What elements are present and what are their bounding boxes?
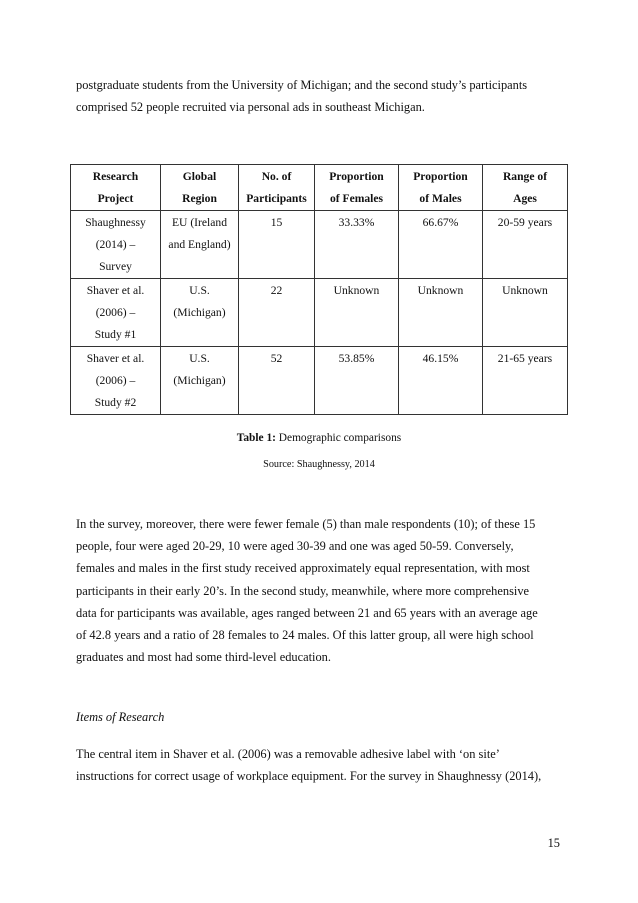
page-number: 15 (547, 836, 560, 850)
cell-participants: 15 (239, 211, 315, 279)
cell-project (71, 279, 161, 347)
cell-males: 66.67% (399, 211, 483, 279)
header-line: Project (97, 192, 134, 205)
cell-line: (2006) – (95, 374, 136, 387)
cell-line: (Michigan) (173, 374, 226, 387)
cell-line: (2014) – (95, 238, 136, 251)
demographic-table (70, 164, 568, 415)
cell-line: Survey (99, 260, 132, 273)
cell-region (161, 347, 239, 415)
intro-line: comprised 52 people recruited via personal ads in southeast Michigan. (76, 100, 425, 115)
cell-line: U.S. (189, 352, 210, 365)
table-header-row (71, 165, 568, 211)
table-caption (0, 432, 638, 444)
cell-males: 46.15% (399, 347, 483, 415)
body-line: of 42.8 years and a ratio of 28 females to 24 males. Of this latter group, all were high school (76, 628, 534, 643)
cell-line: Study #1 (94, 328, 137, 341)
table-row (71, 347, 568, 415)
body-line: In the survey, moreover, there were fewer female (5) than male respondents (10); of these 15 (76, 517, 536, 531)
header-line: Proportion (329, 170, 384, 183)
header-females (315, 165, 399, 211)
body-line: females and males in the first study received approximately equal representation, with most (76, 561, 530, 576)
table-row (71, 279, 568, 347)
cell-line: U.S. (189, 284, 210, 297)
cell-ages: Unknown (483, 279, 568, 347)
cell-line: (2006) – (95, 306, 136, 319)
header-line: No. of (261, 170, 292, 183)
header-age-range (483, 165, 568, 211)
cell-line: Shaver et al. (86, 284, 145, 297)
header-line: of Males (419, 192, 462, 205)
cell-line: and England) (168, 238, 231, 251)
header-participants (239, 165, 315, 211)
cell-region (161, 279, 239, 347)
cell-ages: 20-59 years (483, 211, 568, 279)
section-heading: Items of Research (76, 710, 165, 724)
cell-females: Unknown (315, 279, 399, 347)
cell-project (71, 347, 161, 415)
cell-line: EU (Ireland (171, 216, 228, 229)
table-source: Source: Shaughnessy, 2014 (263, 459, 375, 470)
items-line: The central item in Shaver et al. (2006) was a removable adhesive label with ‘on site’ (76, 747, 500, 761)
caption-label: Table 1: (236, 432, 276, 444)
cell-participants: 22 (239, 279, 315, 347)
header-line: of Females (329, 192, 384, 205)
cell-females: 33.33% (315, 211, 399, 279)
header-line: Research (92, 170, 139, 183)
body-line: data for participants was available, ages ranged between 21 and 65 years with an average age (76, 605, 538, 620)
cell-males: Unknown (399, 279, 483, 347)
header-line: Participants (246, 192, 307, 205)
body-paragraph (76, 513, 566, 668)
cell-region (161, 211, 239, 279)
cell-line: Shaughnessy (85, 216, 146, 229)
cell-line: Study #2 (94, 396, 137, 409)
cell-line: Shaver et al. (86, 352, 145, 365)
header-line: Ages (513, 192, 537, 205)
body-line: graduates and most had some third-level education. (76, 650, 331, 665)
body-line: participants in their early 20’s. In the second study, meanwhile, where more comprehensive (76, 583, 530, 598)
header-line: Range of (502, 170, 548, 183)
cell-participants: 52 (239, 347, 315, 415)
body-line: people, four were aged 20-29, 10 were aged 30-39 and one was aged 50-59. Conversely, (76, 539, 514, 554)
header-line: Proportion (413, 170, 468, 183)
table-row (71, 211, 568, 279)
cell-line: (Michigan) (173, 306, 226, 319)
items-paragraph (76, 743, 566, 787)
cell-project (71, 211, 161, 279)
caption-text: Demographic comparisons (275, 432, 402, 444)
header-line: Region (182, 192, 217, 205)
cell-females: 53.85% (315, 347, 399, 415)
header-research-project (71, 165, 161, 211)
header-line: Global (182, 170, 217, 183)
header-males (399, 165, 483, 211)
intro-paragraph (76, 74, 566, 118)
intro-line: postgraduate students from the University of Michigan; and the second study’s participants (76, 78, 528, 92)
header-global-region (161, 165, 239, 211)
cell-ages: 21-65 years (483, 347, 568, 415)
items-line: instructions for correct usage of workplace equipment. For the survey in Shaughnessy (2014), (76, 769, 542, 784)
